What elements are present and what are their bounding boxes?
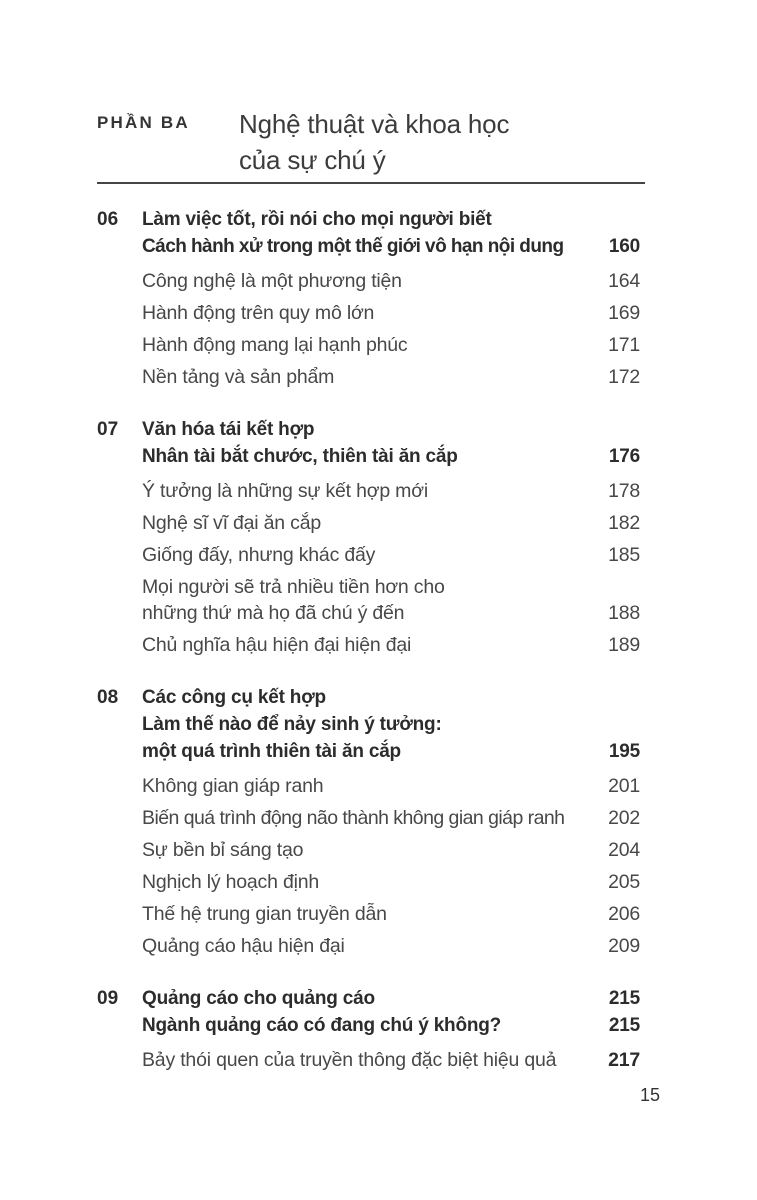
toc-item bbox=[142, 773, 640, 799]
chapter-title-text: Văn hóa tái kết hợp bbox=[142, 419, 315, 440]
toc-item-page: 169 bbox=[608, 302, 640, 324]
chapter-subtitle-line bbox=[142, 233, 640, 260]
chapter-subtitle-line bbox=[142, 1012, 640, 1039]
chapter-number: 06 bbox=[97, 209, 119, 230]
toc-item-label: Nghệ sĩ vĩ đại ăn cắp bbox=[142, 512, 321, 534]
chapter-items bbox=[142, 773, 640, 959]
part-title-line1: Nghệ thuật và khoa học bbox=[239, 109, 510, 139]
toc-item-label: Giống đấy, nhưng khác đấy bbox=[142, 544, 376, 566]
chapter-title-line bbox=[142, 206, 640, 233]
toc-item bbox=[142, 268, 640, 294]
toc-item bbox=[142, 300, 640, 326]
chapter-subtitle-line2 bbox=[142, 738, 640, 765]
chapter-title-text: Các công cụ kết hợp bbox=[142, 687, 326, 708]
chapter-title-text: Làm việc tốt, rồi nói cho mọi người biết bbox=[142, 209, 492, 230]
toc-item bbox=[142, 510, 640, 536]
toc-item bbox=[142, 542, 640, 568]
chapter-subtitle-line bbox=[142, 443, 640, 470]
part-header bbox=[97, 106, 645, 178]
toc-item-label: Biến quá trình động não thành không gian giáp ranh bbox=[142, 807, 565, 829]
chapter-body bbox=[142, 684, 640, 965]
chapter-subtitle-text: Làm thế nào để nảy sinh ý tưởng: bbox=[142, 714, 442, 735]
toc-item-label bbox=[142, 574, 445, 626]
toc-item-line2: những thứ mà họ đã chú ý đến bbox=[142, 602, 405, 624]
chapter-page-number: 215 bbox=[608, 1015, 640, 1036]
chapter-subtitle-text: một quá trình thiên tài ăn cắp bbox=[142, 741, 401, 762]
toc-item-page: 202 bbox=[608, 807, 640, 829]
toc-item-label: Hành động trên quy mô lớn bbox=[142, 302, 375, 324]
toc-item-page: 206 bbox=[608, 903, 640, 925]
toc-item-page: 205 bbox=[608, 871, 640, 893]
toc-item-label: Công nghệ là một phương tiện bbox=[142, 270, 402, 292]
footer-page-number: 15 bbox=[639, 1085, 660, 1105]
toc-item-two-line bbox=[142, 574, 640, 626]
chapter-07 bbox=[97, 416, 640, 664]
chapter-subtitle-text: Ngành quảng cáo có đang chú ý không? bbox=[142, 1015, 502, 1036]
toc-item bbox=[142, 1047, 640, 1073]
chapter-08 bbox=[97, 684, 640, 965]
chapter-title-text: Quảng cáo cho quảng cáo bbox=[142, 988, 375, 1009]
chapter-09 bbox=[97, 985, 640, 1079]
toc-item-page: 182 bbox=[608, 512, 640, 534]
toc-item-line1: Mọi người sẽ trả nhiều tiền hơn cho bbox=[142, 576, 445, 598]
toc-item-label: Sự bền bỉ sáng tạo bbox=[142, 839, 304, 861]
header-divider bbox=[97, 182, 645, 184]
toc-item-label: Bảy thói quen của truyền thông đặc biệt hiệu quả bbox=[142, 1049, 557, 1071]
chapter-body bbox=[142, 985, 640, 1079]
toc-item-page: 201 bbox=[608, 775, 640, 797]
chapter-items bbox=[142, 1047, 640, 1073]
part-title bbox=[239, 106, 509, 178]
chapter-title-line bbox=[142, 985, 640, 1012]
chapter-items bbox=[142, 478, 640, 658]
chapter-body bbox=[142, 416, 640, 664]
toc-item bbox=[142, 869, 640, 895]
toc-item-label: Không gian giáp ranh bbox=[142, 775, 324, 797]
toc-item-page: 171 bbox=[608, 334, 640, 356]
chapter-page-number: 195 bbox=[608, 741, 640, 762]
toc-item-page: 185 bbox=[608, 544, 640, 566]
toc-item-label: Quảng cáo hậu hiện đại bbox=[142, 935, 345, 957]
toc-item bbox=[142, 933, 640, 959]
chapter-06 bbox=[97, 206, 640, 396]
chapter-title-line bbox=[142, 416, 640, 443]
chapter-page-number: 176 bbox=[608, 446, 640, 467]
toc-item-page: 172 bbox=[608, 366, 640, 388]
toc-item bbox=[142, 805, 640, 831]
toc-item-page: 189 bbox=[608, 634, 640, 656]
toc-item-label: Hành động mang lại hạnh phúc bbox=[142, 334, 408, 356]
chapter-title-page: 215 bbox=[608, 988, 640, 1009]
part-label: PHẦN BA bbox=[97, 113, 190, 132]
table-of-contents bbox=[97, 206, 640, 1079]
toc-item-label: Chủ nghĩa hậu hiện đại hiện đại bbox=[142, 634, 412, 656]
part-title-line2: của sự chú ý bbox=[239, 145, 386, 175]
chapter-subtitle-text: Cách hành xử trong một thế giới vô hạn nội dung bbox=[142, 236, 564, 257]
toc-item-page: 217 bbox=[608, 1049, 640, 1071]
chapter-title-line bbox=[142, 684, 640, 711]
toc-item bbox=[142, 632, 640, 658]
toc-item bbox=[142, 364, 640, 390]
toc-item-label: Nền tảng và sản phẩm bbox=[142, 366, 335, 388]
chapter-number: 08 bbox=[97, 687, 119, 708]
chapter-number: 07 bbox=[97, 419, 119, 440]
toc-item bbox=[142, 837, 640, 863]
chapter-number: 09 bbox=[97, 988, 119, 1009]
toc-item-page: 178 bbox=[608, 480, 640, 502]
toc-item bbox=[142, 332, 640, 358]
chapter-subtitle-text: Nhân tài bắt chước, thiên tài ăn cắp bbox=[142, 446, 458, 467]
toc-item-page: 209 bbox=[608, 935, 640, 957]
toc-item bbox=[142, 901, 640, 927]
toc-item-page: 164 bbox=[608, 270, 640, 292]
toc-item-page: 204 bbox=[608, 839, 640, 861]
toc-item-label: Nghịch lý hoạch định bbox=[142, 871, 320, 893]
chapter-page-number: 160 bbox=[608, 236, 640, 257]
chapter-subtitle-line bbox=[142, 711, 640, 738]
toc-item-page: 188 bbox=[608, 602, 640, 624]
toc-item bbox=[142, 478, 640, 504]
chapter-body bbox=[142, 206, 640, 396]
toc-item-label: Thế hệ trung gian truyền dẫn bbox=[142, 903, 387, 925]
chapter-items bbox=[142, 268, 640, 390]
toc-item-label: Ý tưởng là những sự kết hợp mới bbox=[142, 480, 428, 502]
